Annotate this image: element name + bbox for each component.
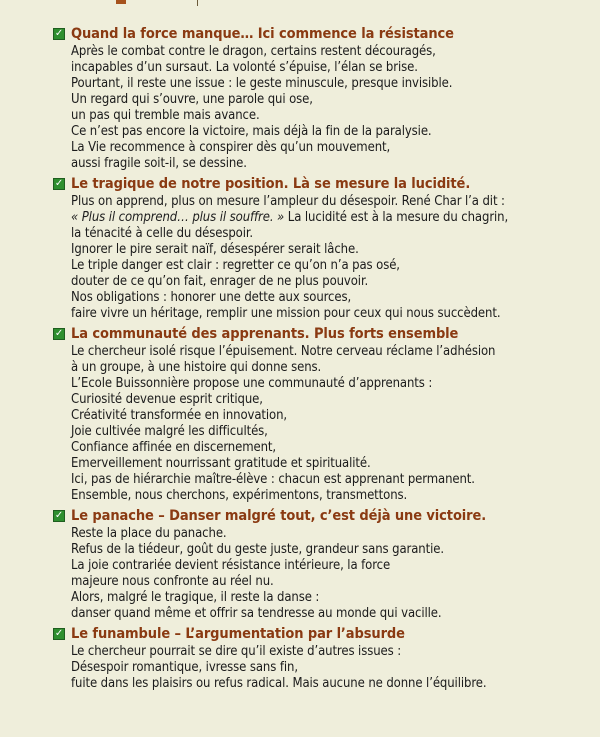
text-line: La joie contrariée devient résistance intérieure, la force — [71, 558, 391, 573]
text-line: Un regard qui s’ouvre, une parole qui ose, — [71, 92, 313, 107]
checkbox-checked-icon: ✓ — [54, 328, 64, 339]
section-lines — [71, 344, 593, 504]
text-line: Ici, pas de hiérarchie maître-élève : chacun est apprenant permanent. — [71, 472, 475, 487]
section-lines — [71, 194, 593, 322]
text-line: Plus on apprend, plus on mesure l’ampleur du désespoir. René Char l’a dit : — [71, 194, 505, 209]
text-line: fuite dans les plaisirs ou refus radical. Mais aucune ne donne l’équilibre. — [71, 676, 487, 691]
text-line: majeure nous confronte au réel nu. — [71, 574, 274, 589]
section-tragique — [53, 174, 593, 322]
section-title: Le panache – Danser malgré tout, c’est déjà une victoire. — [71, 508, 487, 524]
text-line: Ce n’est pas encore la victoire, mais déjà la fin de la paralysie. — [71, 124, 432, 139]
text-line: Créativité transformée en innovation, — [71, 408, 288, 423]
checkbox-checked-icon: ✓ — [54, 510, 64, 521]
text-line: Joie cultivée malgré les difficultés, — [71, 424, 268, 439]
text-line: Désespoir romantique, ivresse sans fin, — [71, 660, 298, 675]
section-communaute — [53, 324, 593, 504]
text-line: incapables d’un sursaut. La volonté s’épuise, l’élan se brise. — [71, 60, 418, 75]
section-heading — [53, 174, 593, 194]
section-heading — [53, 624, 593, 644]
checkbox-checked-icon: ✓ — [54, 178, 64, 189]
text-line: Le chercheur pourrait se dire qu’il existe d’autres issues : — [71, 644, 402, 659]
top-accent-mark — [116, 0, 126, 4]
text-line: Confiance affinée en discernement, — [71, 440, 277, 455]
top-strip — [0, 0, 600, 8]
section-lines — [71, 644, 593, 692]
text-line: Reste la place du panache. — [71, 526, 227, 541]
section-heading — [53, 506, 593, 526]
text-line: un pas qui tremble mais avance. — [71, 108, 260, 123]
text-line-quote: « Plus il comprend… plus il souffre. » La lucidité est à la mesure du chagrin, — [71, 210, 509, 225]
section-panache — [53, 506, 593, 622]
text-line: Ensemble, nous cherchons, expérimentons, transmettons. — [71, 488, 408, 503]
text-line: danser quand même et offrir sa tendresse au monde qui vacille. — [71, 606, 442, 621]
text-line: Pourtant, il reste une issue : le geste minuscule, presque invisible. — [71, 76, 453, 91]
text-line: Après le combat contre le dragon, certains restent découragés, — [71, 44, 436, 59]
text-line: Le chercheur isolé risque l’épuisement. Notre cerveau réclame l’adhésion — [71, 344, 496, 359]
section-title: Le funambule – L’argumentation par l’absurde — [71, 626, 405, 642]
text-line: L’Ecole Buissonnière propose une communauté d’apprenants : — [71, 376, 433, 391]
section-lines — [71, 44, 593, 172]
section-funambule — [53, 624, 593, 692]
text-line: Le triple danger est clair : regretter ce qu’on n’a pas osé, — [71, 258, 400, 273]
text-line: La Vie recommence à conspirer dès qu’un mouvement, — [71, 140, 391, 155]
text-line: Emerveillement nourrissant gratitude et spiritualité. — [71, 456, 371, 471]
text-line: Refus de la tiédeur, goût du geste juste, grandeur sans garantie. — [71, 542, 444, 557]
text-line: Ignorer le pire serait naïf, désespérer serait lâche. — [71, 242, 359, 257]
text-line: douter de ce qu’on fait, enrager de ne plus pouvoir. — [71, 274, 369, 289]
text-line: à un groupe, à une histoire qui donne sens. — [71, 360, 322, 375]
section-heading — [53, 24, 593, 44]
checkbox-checked-icon: ✓ — [54, 28, 64, 39]
text-line: Curiosité devenue esprit critique, — [71, 392, 263, 407]
text-line: Alors, malgré le tragique, il reste la danse : — [71, 590, 320, 605]
section-lines — [71, 526, 593, 622]
section-title: La communauté des apprenants. Plus forts ensemble — [71, 326, 459, 342]
document-body — [53, 24, 593, 694]
section-heading — [53, 324, 593, 344]
char-quote: « Plus il comprend… plus il souffre. » — [71, 210, 285, 225]
section-resistance — [53, 24, 593, 172]
text-line: Nos obligations : honorer une dette aux sources, — [71, 290, 352, 305]
checkbox-checked-icon: ✓ — [54, 628, 64, 639]
text-line: aussi fragile soit-il, se dessine. — [71, 156, 247, 171]
top-divider-tick — [197, 0, 198, 6]
section-title: Le tragique de notre position. Là se mesure la lucidité. — [71, 176, 471, 192]
section-title: Quand la force manque… Ici commence la résistance — [71, 26, 454, 42]
text-line: la ténacité à celle du désespoir. — [71, 226, 254, 241]
text-line: faire vivre un héritage, remplir une mission pour ceux qui nous succèdent. — [71, 306, 501, 321]
